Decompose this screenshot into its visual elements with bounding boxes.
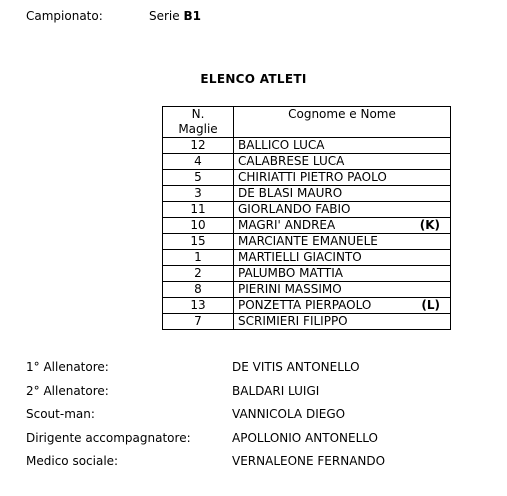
table-row <box>163 170 451 186</box>
player-name: PALUMBO MATTIA <box>238 266 344 280</box>
player-name-cell <box>234 298 451 314</box>
roster-body <box>163 138 451 330</box>
player-role-badge: (L) <box>421 298 440 312</box>
player-number: 10 <box>163 218 234 234</box>
player-number: 3 <box>163 186 234 202</box>
player-name-cell <box>234 234 451 250</box>
player-name-cell <box>234 218 451 234</box>
player-name-cell <box>234 314 451 330</box>
staff-value: APOLLONIO ANTONELLO <box>232 430 378 445</box>
player-name: GIORLANDO FABIO <box>238 202 351 216</box>
staff-label: 2° Allenatore: <box>26 383 109 398</box>
table-row <box>163 298 451 314</box>
header-number <box>163 107 234 138</box>
header-name: Cognome e Nome <box>234 107 451 138</box>
player-number: 1 <box>163 250 234 266</box>
staff-value: BALDARI LUIGI <box>232 383 320 398</box>
staff-label: Scout-man: <box>26 407 95 421</box>
roster-table <box>162 106 451 330</box>
championship-series: B1 <box>183 9 201 23</box>
player-name: SCRIMIERI FILIPPO <box>238 314 348 328</box>
table-row <box>163 234 451 250</box>
player-name: BALLICO LUCA <box>238 138 325 152</box>
player-name: MARCIANTE EMANUELE <box>238 234 378 248</box>
player-name-cell <box>234 266 451 282</box>
staff-row <box>26 407 486 431</box>
staff-row <box>26 454 486 478</box>
table-row <box>163 138 451 154</box>
player-name-cell <box>234 250 451 266</box>
championship-value <box>149 9 201 23</box>
staff-value: VANNICOLA DIEGO <box>232 407 346 421</box>
table-row <box>163 218 451 234</box>
staff-label: Dirigente accompagnatore: <box>26 430 191 445</box>
player-name: PONZETTA PIERPAOLO <box>238 298 372 312</box>
header-number-line1: N. <box>191 107 205 121</box>
player-number: 11 <box>163 202 234 218</box>
player-name-cell <box>234 138 451 154</box>
staff-list <box>26 360 486 478</box>
staff-label: Medico sociale: <box>26 454 119 468</box>
player-number: 2 <box>163 266 234 282</box>
player-name: MAGRI' ANDREA <box>238 218 336 232</box>
player-name-cell <box>234 282 451 298</box>
player-number: 15 <box>163 234 234 250</box>
player-number: 4 <box>163 154 234 170</box>
header-number-line2: Maglie <box>178 122 218 136</box>
staff-value: VERNALEONE FERNANDO <box>232 454 386 468</box>
table-row <box>163 314 451 330</box>
player-number: 12 <box>163 138 234 154</box>
player-number: 13 <box>163 298 234 314</box>
player-number: 5 <box>163 170 234 186</box>
player-name: DE BLASI MAURO <box>238 186 343 200</box>
player-name: PIERINI MASSIMO <box>238 282 342 296</box>
staff-value: DE VITIS ANTONELLO <box>232 360 360 374</box>
table-row <box>163 186 451 202</box>
player-number: 8 <box>163 282 234 298</box>
player-role-badge: (K) <box>419 218 440 232</box>
player-name-cell <box>234 186 451 202</box>
table-row <box>163 202 451 218</box>
championship-prefix: Serie <box>149 9 184 23</box>
table-row <box>163 250 451 266</box>
player-number: 7 <box>163 314 234 330</box>
roster-header-row <box>163 107 451 138</box>
player-name: MARTIELLI GIACINTO <box>238 250 362 264</box>
table-row <box>163 266 451 282</box>
player-name: CHIRIATTI PIETRO PAOLO <box>238 170 387 184</box>
player-name: CALABRESE LUCA <box>238 154 345 168</box>
player-name-cell <box>234 170 451 186</box>
player-name-cell <box>234 202 451 218</box>
staff-label: 1° Allenatore: <box>26 360 109 374</box>
championship-label: Campionato: <box>26 9 103 23</box>
staff-row <box>26 360 486 384</box>
table-row <box>163 282 451 298</box>
staff-row <box>26 384 486 408</box>
page-title: ELENCO ATLETI <box>200 72 307 86</box>
player-name-cell <box>234 154 451 170</box>
table-row <box>163 154 451 170</box>
staff-row <box>26 431 486 455</box>
